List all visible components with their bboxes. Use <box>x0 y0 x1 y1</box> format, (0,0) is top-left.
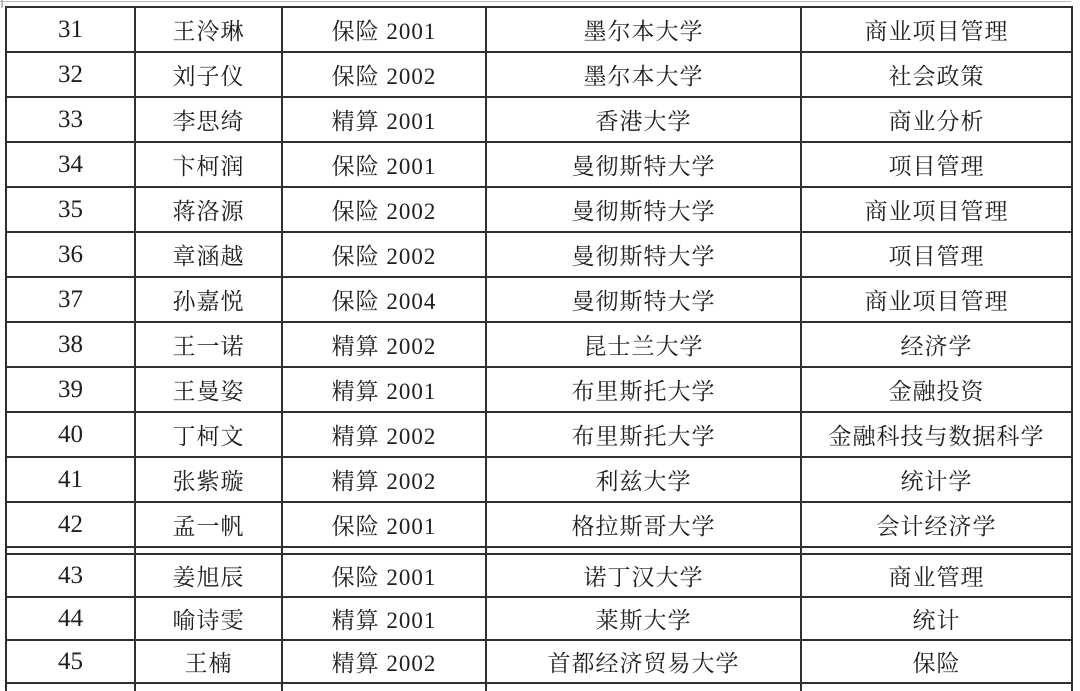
cell-university: 布里斯托大学 <box>486 367 801 412</box>
cell-name: 张紫璇 <box>135 457 282 502</box>
cell-name: 王楠 <box>135 640 282 683</box>
cell-name: 章涵越 <box>135 232 282 277</box>
table-body <box>6 7 1072 691</box>
cell-program: 经济学 <box>801 322 1072 367</box>
table-row <box>6 142 1072 187</box>
cell-name: 王一诺 <box>135 322 282 367</box>
cell-number: 41 <box>6 457 135 502</box>
cell-class: 保险 2004 <box>282 277 486 322</box>
cell-number: 34 <box>6 142 135 187</box>
cut-off-cell <box>6 683 135 691</box>
spacer-cell <box>282 547 486 554</box>
table-row <box>6 52 1072 97</box>
cell-program: 商业项目管理 <box>801 187 1072 232</box>
cell-number: 36 <box>6 232 135 277</box>
cell-class: 保险 2001 <box>282 142 486 187</box>
cell-university: 格拉斯哥大学 <box>486 502 801 547</box>
cell-program: 商业项目管理 <box>801 7 1072 52</box>
cell-program: 金融投资 <box>801 367 1072 412</box>
cut-off-cell <box>135 683 282 691</box>
cell-program: 统计 <box>801 597 1072 640</box>
cell-university: 曼彻斯特大学 <box>486 277 801 322</box>
cell-number: 44 <box>6 597 135 640</box>
table-row <box>6 597 1072 640</box>
cell-name: 孙嘉悦 <box>135 277 282 322</box>
page-break-spacer-row <box>6 547 1072 554</box>
cell-university: 香港大学 <box>486 97 801 142</box>
page-edge-artifact-vertical <box>1 0 3 8</box>
table-row <box>6 232 1072 277</box>
cell-university: 墨尔本大学 <box>486 52 801 97</box>
cell-name: 姜旭辰 <box>135 554 282 597</box>
table-row <box>6 7 1072 52</box>
cell-university: 诺丁汉大学 <box>486 554 801 597</box>
spacer-cell <box>6 547 135 554</box>
student-placement-table <box>5 6 1073 691</box>
cell-university: 墨尔本大学 <box>486 7 801 52</box>
cell-program: 社会政策 <box>801 52 1072 97</box>
cell-program: 会计经济学 <box>801 502 1072 547</box>
cell-number: 42 <box>6 502 135 547</box>
cut-off-cell <box>282 683 486 691</box>
cell-university: 曼彻斯特大学 <box>486 187 801 232</box>
cell-university: 昆士兰大学 <box>486 322 801 367</box>
cell-program: 统计学 <box>801 457 1072 502</box>
cell-class: 精算 2002 <box>282 640 486 683</box>
cut-off-row <box>6 683 1072 691</box>
cell-class: 保险 2002 <box>282 52 486 97</box>
cell-class: 保险 2002 <box>282 232 486 277</box>
table-row <box>6 187 1072 232</box>
cell-university: 布里斯托大学 <box>486 412 801 457</box>
cell-name: 丁柯文 <box>135 412 282 457</box>
cell-class: 精算 2002 <box>282 412 486 457</box>
cell-program: 金融科技与数据科学 <box>801 412 1072 457</box>
cell-name: 喻诗雯 <box>135 597 282 640</box>
cell-class: 精算 2001 <box>282 97 486 142</box>
cell-name: 卞柯润 <box>135 142 282 187</box>
cell-program: 保险 <box>801 640 1072 683</box>
cut-off-cell <box>486 683 801 691</box>
cell-number: 39 <box>6 367 135 412</box>
cell-name: 孟一帆 <box>135 502 282 547</box>
spacer-cell <box>135 547 282 554</box>
cell-name: 王泠琳 <box>135 7 282 52</box>
cell-program: 商业管理 <box>801 554 1072 597</box>
cell-university: 首都经济贸易大学 <box>486 640 801 683</box>
cell-number: 40 <box>6 412 135 457</box>
table-row <box>6 640 1072 683</box>
cell-number: 38 <box>6 322 135 367</box>
cell-class: 精算 2001 <box>282 367 486 412</box>
cell-class: 保险 2001 <box>282 502 486 547</box>
cell-class: 精算 2002 <box>282 322 486 367</box>
spacer-cell <box>486 547 801 554</box>
spacer-cell <box>801 547 1072 554</box>
cell-number: 37 <box>6 277 135 322</box>
cell-number: 33 <box>6 97 135 142</box>
table-row <box>6 367 1072 412</box>
table-row <box>6 412 1072 457</box>
cell-program: 项目管理 <box>801 232 1072 277</box>
table-row <box>6 322 1072 367</box>
cell-university: 莱斯大学 <box>486 597 801 640</box>
cell-number: 35 <box>6 187 135 232</box>
cell-class: 保险 2001 <box>282 7 486 52</box>
cell-university: 利兹大学 <box>486 457 801 502</box>
cell-class: 精算 2002 <box>282 457 486 502</box>
cell-number: 45 <box>6 640 135 683</box>
cell-program: 项目管理 <box>801 142 1072 187</box>
cell-number: 43 <box>6 554 135 597</box>
table-row <box>6 502 1072 547</box>
cell-number: 32 <box>6 52 135 97</box>
cell-name: 李思绮 <box>135 97 282 142</box>
page-edge-artifact-horizontal <box>0 1 1071 2</box>
cell-class: 精算 2001 <box>282 597 486 640</box>
cell-name: 王曼姿 <box>135 367 282 412</box>
table-row <box>6 277 1072 322</box>
cell-class: 保险 2002 <box>282 187 486 232</box>
cell-number: 31 <box>6 7 135 52</box>
table-row <box>6 97 1072 142</box>
cut-off-cell <box>801 683 1072 691</box>
cell-university: 曼彻斯特大学 <box>486 232 801 277</box>
table-row <box>6 457 1072 502</box>
cell-class: 保险 2001 <box>282 554 486 597</box>
table-row <box>6 554 1072 597</box>
cell-program: 商业项目管理 <box>801 277 1072 322</box>
cell-program: 商业分析 <box>801 97 1072 142</box>
cell-university: 曼彻斯特大学 <box>486 142 801 187</box>
cell-name: 蒋洛源 <box>135 187 282 232</box>
cell-name: 刘子仪 <box>135 52 282 97</box>
